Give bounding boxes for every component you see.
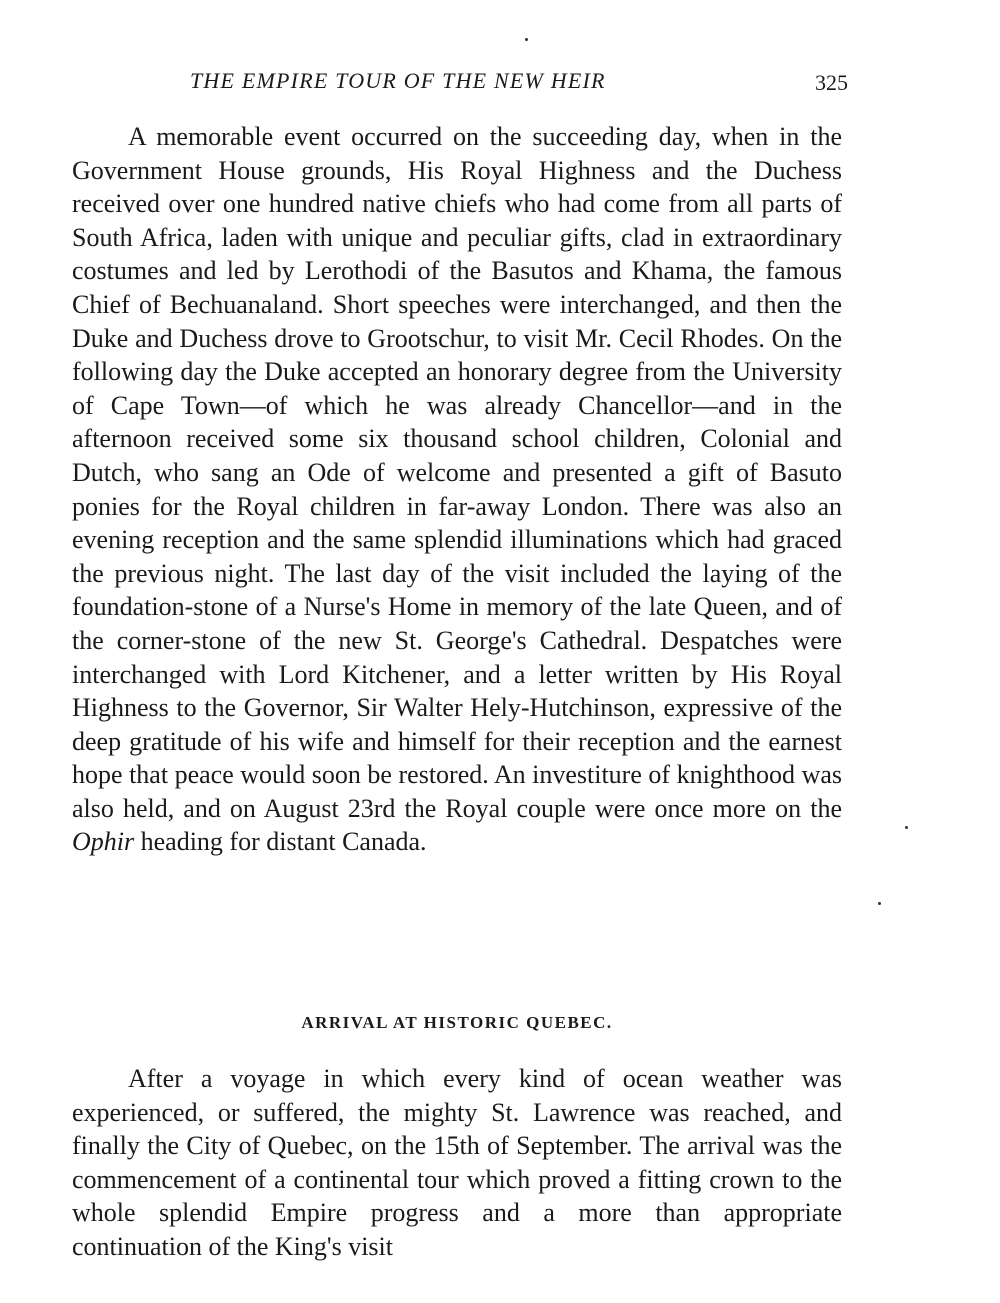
print-speck xyxy=(905,826,908,829)
print-speck xyxy=(878,902,881,905)
paragraph-arrival-quebec xyxy=(72,1062,842,1264)
paragraph-royal-visit-cape xyxy=(72,120,842,859)
running-header xyxy=(72,64,848,98)
page-number: 325 xyxy=(815,70,848,95)
ship-name: Ophir xyxy=(72,827,135,857)
paragraph-text-end: heading for distant Canada. xyxy=(140,827,427,857)
paragraph-text: A memorable event occurred on the succeeding day, when in the Government House grounds, His Royal Highness and the Duchess received over one hundred native chiefs who had come from all parts of South Africa, laden with unique and peculiar gifts, clad in extraordinary costumes and led by Lerothodi of the Basutos and Khama, the famous Chief of Bechuanaland. Short speeches were interchanged, and then the Duke and Duchess drove to Grootschur, to visit Mr. Cecil Rhodes. On the following day the Duke accepted an honorary degree from the University of Cape Town—of which he was already Chancellor—and in the afternoon received some six thousand school children, Colonial and Dutch, who sang an Ode of welcome and presented a gift of Basuto ponies for the Royal children in far-away London. There was also an evening reception and the same splendid illuminations which had graced the previous night. The last day of the visit included the laying of the foundation-stone of a Nurse's Home in memory of the late Queen, and of the corner-stone of the new St. George's Cathedral. Despatches were interchanged with Lord Kitchener, and a letter written by His Royal Highness to the Governor, Sir Walter Hely-Hutchinson, expressive of the deep gratitude of his wife and himself for their reception and the earnest hope that peace would soon be restored. An investiture of knighthood was also held, and on August 23rd the Royal couple were once more on the xyxy=(72,122,842,823)
print-speck xyxy=(525,38,528,41)
paragraph-text: After a voyage in which every kind of ocean weather was experienced, or suffered, the mighty St. Lawrence was reached, and finally the City of Quebec, on the 15th of September. The arrival was the commencement of a continental tour which proved a fitting crown to the whole splendid Empire progress and a more than appropriate continuation of the King's visit xyxy=(72,1064,842,1261)
section-heading: ARRIVAL AT HISTORIC QUEBEC. xyxy=(301,1013,613,1032)
running-title: THE EMPIRE TOUR OF THE NEW HEIR xyxy=(190,68,606,93)
